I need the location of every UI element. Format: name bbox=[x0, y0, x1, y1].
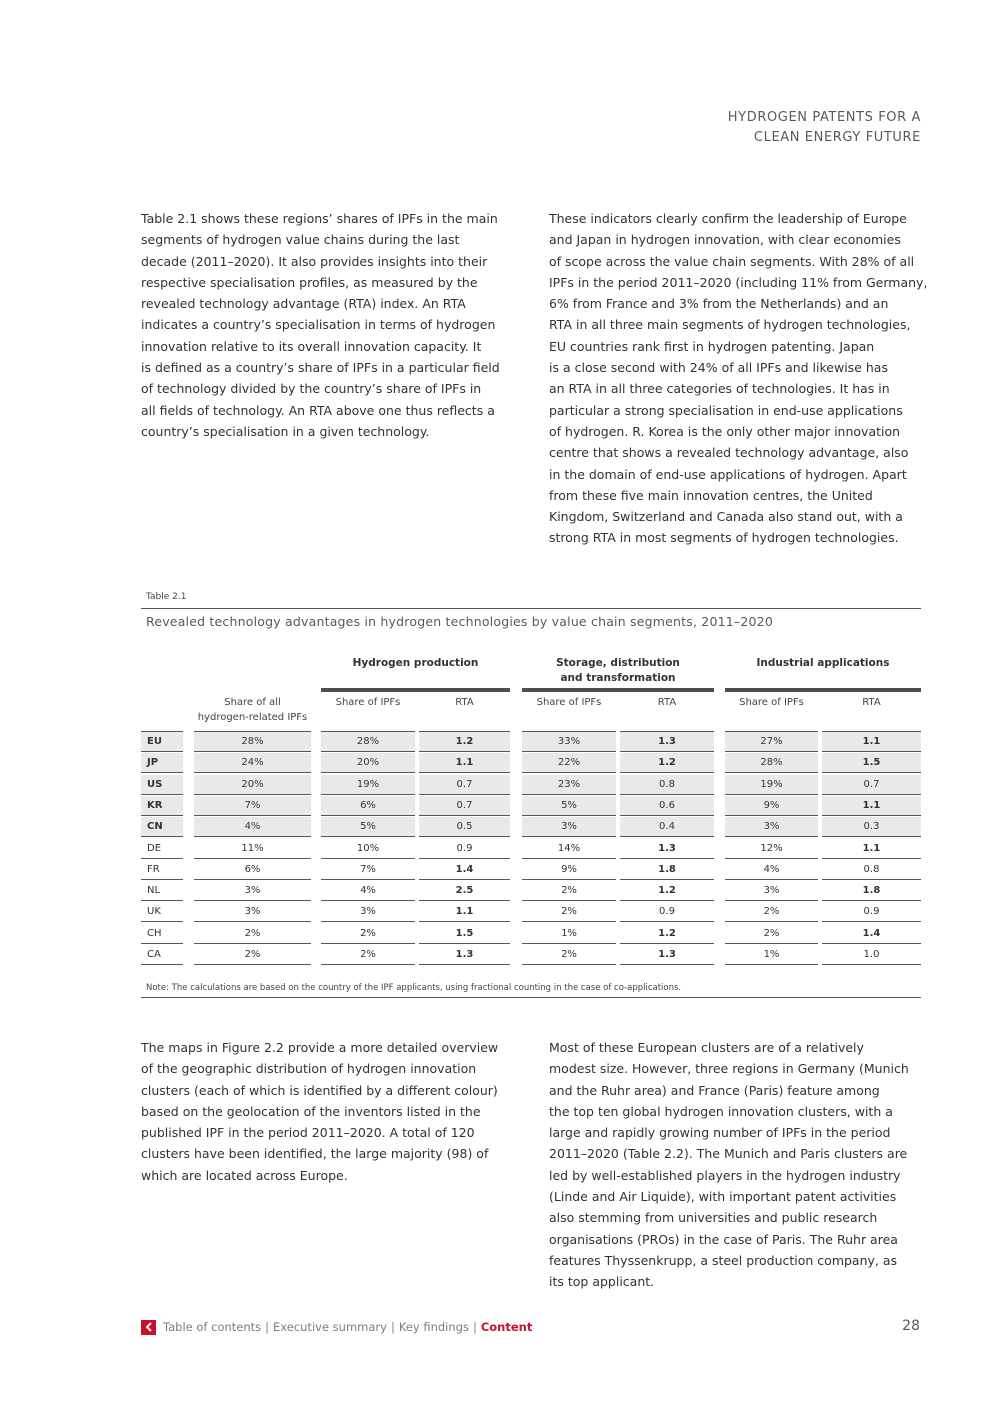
paragraph-line: particular a strong specialisation in end-use applications bbox=[549, 402, 903, 418]
group-header-storage-line-1: Storage, distribution bbox=[556, 657, 680, 669]
cell-share-all: 3% bbox=[194, 881, 311, 901]
cell-ind-share: 12% bbox=[725, 839, 818, 859]
cell-share-all: 2% bbox=[194, 924, 311, 944]
col-header-ind-share: Share of IPFs bbox=[739, 697, 804, 708]
cell-prod-rta: 1.4 bbox=[419, 860, 510, 880]
cell-prod-share: 2% bbox=[321, 945, 415, 965]
paragraph-line: of scope across the value chain segments. With 28% of all bbox=[549, 253, 915, 269]
cell-stor-share: 3% bbox=[522, 817, 616, 837]
paragraph-line: 2011–2020 (Table 2.2). The Munich and Paris clusters are bbox=[549, 1146, 908, 1162]
cell-prod-rta: 1.2 bbox=[419, 731, 510, 752]
table-label: Table 2.1 bbox=[146, 592, 187, 602]
running-header-line-1: HYDROGEN PATENTS FOR A bbox=[727, 110, 921, 125]
cell-ind-share: 28% bbox=[725, 753, 818, 773]
group-bar-production bbox=[321, 688, 510, 692]
cell-ind-rta: 0.7 bbox=[822, 775, 921, 795]
table-bottom-rule bbox=[141, 997, 921, 998]
cell-region: FR bbox=[141, 860, 183, 880]
paragraph-line: centre that shows a revealed technology advantage, also bbox=[549, 445, 909, 461]
table-note: Note: The calculations are based on the country of the IPF applicants, using fractional counting in the case of co-applications. bbox=[146, 983, 682, 993]
paragraph-line: 6% from France and 3% from the Netherlands) and an bbox=[549, 296, 889, 312]
paragraph-line: revealed technology advantage (RTA) index. An RTA bbox=[141, 296, 466, 312]
paragraph-line: (Linde and Air Liquide), with important patent activities bbox=[549, 1189, 897, 1205]
footer-link-content[interactable]: Content bbox=[480, 1320, 533, 1334]
cell-stor-rta: 1.3 bbox=[620, 731, 714, 752]
cell-prod-rta: 2.5 bbox=[419, 881, 510, 901]
cell-stor-rta: 1.2 bbox=[620, 924, 714, 944]
paragraph-line: organisations (PROs) in the case of Paris. The Ruhr area bbox=[549, 1231, 898, 1247]
footer-link-key-findings[interactable]: Key findings bbox=[398, 1320, 469, 1334]
cell-share-all: 20% bbox=[194, 775, 311, 795]
paragraph-line: its top applicant. bbox=[549, 1274, 655, 1290]
cell-stor-rta: 0.8 bbox=[620, 775, 714, 795]
cell-share-all: 4% bbox=[194, 817, 311, 837]
cell-share-all: 3% bbox=[194, 902, 311, 922]
cell-ind-share: 1% bbox=[725, 945, 818, 965]
group-header-storage bbox=[522, 656, 714, 686]
cell-stor-rta: 1.2 bbox=[620, 881, 714, 901]
paragraph-line: published IPF in the period 2011–2020. A total of 120 bbox=[141, 1125, 475, 1141]
paragraph-line: of hydrogen. R. Korea is the only other major innovation bbox=[549, 423, 901, 439]
group-header-industrial-text: Industrial applications bbox=[756, 657, 890, 669]
cell-ind-share: 2% bbox=[725, 924, 818, 944]
group-bar-storage bbox=[522, 688, 714, 692]
paragraph-line: which are located across Europe. bbox=[141, 1167, 348, 1183]
cell-stor-share: 23% bbox=[522, 775, 616, 795]
paragraph-line: Table 2.1 shows these regions’ shares of IPFs in the main bbox=[141, 211, 498, 226]
group-header-production bbox=[321, 656, 510, 671]
table-top-rule bbox=[141, 608, 921, 609]
paragraph-line: an RTA in all three categories of technologies. It has in bbox=[549, 381, 890, 397]
cell-ind-share: 3% bbox=[725, 817, 818, 837]
footer-nav bbox=[141, 1318, 532, 1336]
paragraph-line: and Japan in hydrogen innovation, with clear economies bbox=[549, 232, 901, 248]
cell-ind-share: 19% bbox=[725, 775, 818, 795]
cell-prod-share: 6% bbox=[321, 796, 415, 816]
cell-prod-rta: 0.7 bbox=[419, 775, 510, 795]
footer-separator: | bbox=[265, 1320, 270, 1334]
cell-prod-rta: 1.1 bbox=[419, 902, 510, 922]
paragraph-line: innovation relative to its overall innovation capacity. It bbox=[141, 338, 482, 354]
paragraph-line: decade (2011–2020). It also provides insights into their bbox=[141, 253, 488, 269]
paragraph-line: clusters have been identified, the large majority (98) of bbox=[141, 1146, 489, 1162]
cell-prod-share: 3% bbox=[321, 902, 415, 922]
chevron-left-icon[interactable] bbox=[141, 1320, 156, 1335]
paragraph-line: IPFs in the period 2011–2020 (including 11% from Germany, bbox=[549, 274, 928, 290]
paragraph-line: is a close second with 24% of all IPFs and likewise has bbox=[549, 360, 888, 376]
paragraph-line: segments of hydrogen value chains during the last bbox=[141, 232, 460, 248]
cell-share-all: 28% bbox=[194, 731, 311, 752]
cell-region: KR bbox=[141, 796, 183, 816]
cell-prod-rta: 1.3 bbox=[419, 945, 510, 965]
cell-region: UK bbox=[141, 902, 183, 922]
cell-stor-share: 22% bbox=[522, 753, 616, 773]
col-header-prod-rta: RTA bbox=[455, 697, 474, 708]
cell-ind-share: 3% bbox=[725, 881, 818, 901]
cell-stor-rta: 1.3 bbox=[620, 839, 714, 859]
cell-stor-share: 2% bbox=[522, 881, 616, 901]
paragraph-leadership bbox=[549, 208, 927, 549]
col-header-share-all-line-1: Share of all bbox=[224, 697, 281, 708]
paragraph-line: also stemming from universities and public research bbox=[549, 1210, 878, 1226]
table-title: Revealed technology advantages in hydrogen technologies by value chain segments, 2011–2020 bbox=[146, 614, 773, 629]
footer-link-executive-summary[interactable]: Executive summary bbox=[273, 1320, 387, 1334]
cell-share-all: 7% bbox=[194, 796, 311, 816]
paragraph-line: in the domain of end-use applications of hydrogen. Apart bbox=[549, 466, 907, 482]
paragraph-line: RTA in all three main segments of hydrogen technologies, bbox=[549, 317, 911, 333]
cell-prod-rta: 0.7 bbox=[419, 796, 510, 816]
cell-prod-share: 28% bbox=[321, 731, 415, 752]
paragraph-line: based on the geolocation of the inventors listed in the bbox=[141, 1103, 481, 1119]
cell-region: EU bbox=[141, 731, 183, 752]
cell-prod-share: 2% bbox=[321, 924, 415, 944]
cell-region: NL bbox=[141, 881, 183, 901]
cell-ind-rta: 1.1 bbox=[822, 839, 921, 859]
page-number: 28 bbox=[902, 1318, 920, 1334]
cell-ind-rta: 1.1 bbox=[822, 731, 921, 752]
cell-prod-share: 10% bbox=[321, 839, 415, 859]
paragraph-line: all fields of technology. An RTA above one thus reflects a bbox=[141, 402, 495, 418]
footer-link-table-of-contents[interactable]: Table of contents bbox=[163, 1320, 262, 1334]
paragraph-line: clusters (each of which is identified by a different colour) bbox=[141, 1082, 498, 1098]
paragraph-line: country’s specialisation in a given technology. bbox=[141, 423, 430, 439]
paragraph-line: is defined as a country’s share of IPFs in a particular field bbox=[141, 360, 500, 376]
paragraph-line: features Thyssenkrupp, a steel production company, as bbox=[549, 1252, 898, 1268]
cell-share-all: 11% bbox=[194, 839, 311, 859]
cell-prod-share: 19% bbox=[321, 775, 415, 795]
cell-stor-share: 33% bbox=[522, 731, 616, 752]
footer-separator: | bbox=[472, 1320, 477, 1334]
paragraph-line: The maps in Figure 2.2 provide a more detailed overview bbox=[141, 1040, 499, 1055]
cell-prod-share: 20% bbox=[321, 753, 415, 773]
cell-ind-share: 2% bbox=[725, 902, 818, 922]
cell-prod-share: 7% bbox=[321, 860, 415, 880]
cell-ind-rta: 0.9 bbox=[822, 902, 921, 922]
cell-region: US bbox=[141, 775, 183, 795]
cell-share-all: 6% bbox=[194, 860, 311, 880]
cell-stor-share: 2% bbox=[522, 945, 616, 965]
paragraph-line: indicates a country’s specialisation in terms of hydrogen bbox=[141, 317, 496, 333]
cell-ind-share: 9% bbox=[725, 796, 818, 816]
cell-region: CN bbox=[141, 817, 183, 837]
footer-separator: | bbox=[390, 1320, 395, 1334]
cell-stor-share: 14% bbox=[522, 839, 616, 859]
cell-stor-rta: 0.9 bbox=[620, 902, 714, 922]
cell-share-all: 24% bbox=[194, 753, 311, 773]
cell-stor-share: 9% bbox=[522, 860, 616, 880]
col-header-prod-share: Share of IPFs bbox=[335, 697, 401, 708]
paragraph-line: modest size. However, three regions in Germany (Munich bbox=[549, 1061, 909, 1077]
cell-stor-rta: 1.2 bbox=[620, 753, 714, 773]
paragraph-line: Kingdom, Switzerland and Canada also stand out, with a bbox=[549, 509, 903, 525]
group-bar-industrial bbox=[725, 688, 921, 692]
cell-prod-rta: 0.9 bbox=[419, 839, 510, 859]
paragraph-line: large and rapidly growing number of IPFs in the period bbox=[549, 1125, 891, 1141]
cell-stor-rta: 1.3 bbox=[620, 945, 714, 965]
cell-ind-share: 4% bbox=[725, 860, 818, 880]
paragraph-line: of the geographic distribution of hydrogen innovation bbox=[141, 1061, 477, 1077]
cell-stor-rta: 0.6 bbox=[620, 796, 714, 816]
cell-prod-rta: 1.5 bbox=[419, 924, 510, 944]
cell-region: CA bbox=[141, 945, 183, 965]
paragraph-line: These indicators clearly confirm the leadership of Europe bbox=[549, 211, 907, 226]
paragraph-line: Most of these European clusters are of a relatively bbox=[549, 1040, 864, 1055]
cell-stor-rta: 1.8 bbox=[620, 860, 714, 880]
col-header-share-all bbox=[194, 695, 311, 725]
cell-region: CH bbox=[141, 924, 183, 944]
col-header-stor-rta: RTA bbox=[657, 697, 677, 708]
paragraph-european-clusters bbox=[549, 1037, 909, 1293]
cell-prod-share: 4% bbox=[321, 881, 415, 901]
paragraph-table-intro bbox=[141, 208, 500, 442]
col-header-share-all-line-2: hydrogen-related IPFs bbox=[197, 712, 308, 723]
cell-stor-share: 5% bbox=[522, 796, 616, 816]
cell-stor-rta: 0.4 bbox=[620, 817, 714, 837]
cell-prod-rta: 1.1 bbox=[419, 753, 510, 773]
paragraph-line: led by well-established players in the hydrogen industry bbox=[549, 1167, 901, 1183]
paragraph-line: strong RTA in most segments of hydrogen technologies. bbox=[549, 530, 899, 546]
cell-region: JP bbox=[141, 753, 183, 773]
col-header-ind-rta: RTA bbox=[862, 697, 881, 708]
paragraph-line: the top ten global hydrogen innovation clusters, with a bbox=[549, 1103, 893, 1119]
cell-share-all: 2% bbox=[194, 945, 311, 965]
paragraph-line: and the Ruhr area) and France (Paris) feature among bbox=[549, 1082, 880, 1098]
paragraph-maps-overview bbox=[141, 1037, 498, 1186]
cell-stor-share: 2% bbox=[522, 902, 616, 922]
cell-ind-rta: 1.5 bbox=[822, 753, 921, 773]
cell-stor-share: 1% bbox=[522, 924, 616, 944]
col-header-stor-share: Share of IPFs bbox=[536, 697, 602, 708]
cell-ind-rta: 1.8 bbox=[822, 881, 921, 901]
cell-ind-rta: 1.4 bbox=[822, 924, 921, 944]
cell-ind-rta: 0.8 bbox=[822, 860, 921, 880]
paragraph-line: EU countries rank first in hydrogen patenting. Japan bbox=[549, 338, 875, 354]
group-header-industrial bbox=[725, 656, 921, 671]
running-header-line-2: CLEAN ENERGY FUTURE bbox=[753, 130, 921, 145]
cell-ind-rta: 0.3 bbox=[822, 817, 921, 837]
group-header-production-text: Hydrogen production bbox=[352, 657, 479, 669]
cell-prod-share: 5% bbox=[321, 817, 415, 837]
cell-ind-rta: 1.1 bbox=[822, 796, 921, 816]
paragraph-line: from these five main innovation centres, the United bbox=[549, 487, 873, 503]
cell-ind-share: 27% bbox=[725, 731, 818, 752]
cell-ind-rta: 1.0 bbox=[822, 945, 921, 965]
cell-region: DE bbox=[141, 839, 183, 859]
group-header-storage-line-2: and transformation bbox=[560, 672, 676, 684]
running-header bbox=[521, 108, 921, 148]
cell-prod-rta: 0.5 bbox=[419, 817, 510, 837]
paragraph-line: of technology divided by the country’s share of IPFs in bbox=[141, 381, 482, 397]
paragraph-line: respective specialisation profiles, as measured by the bbox=[141, 274, 478, 290]
